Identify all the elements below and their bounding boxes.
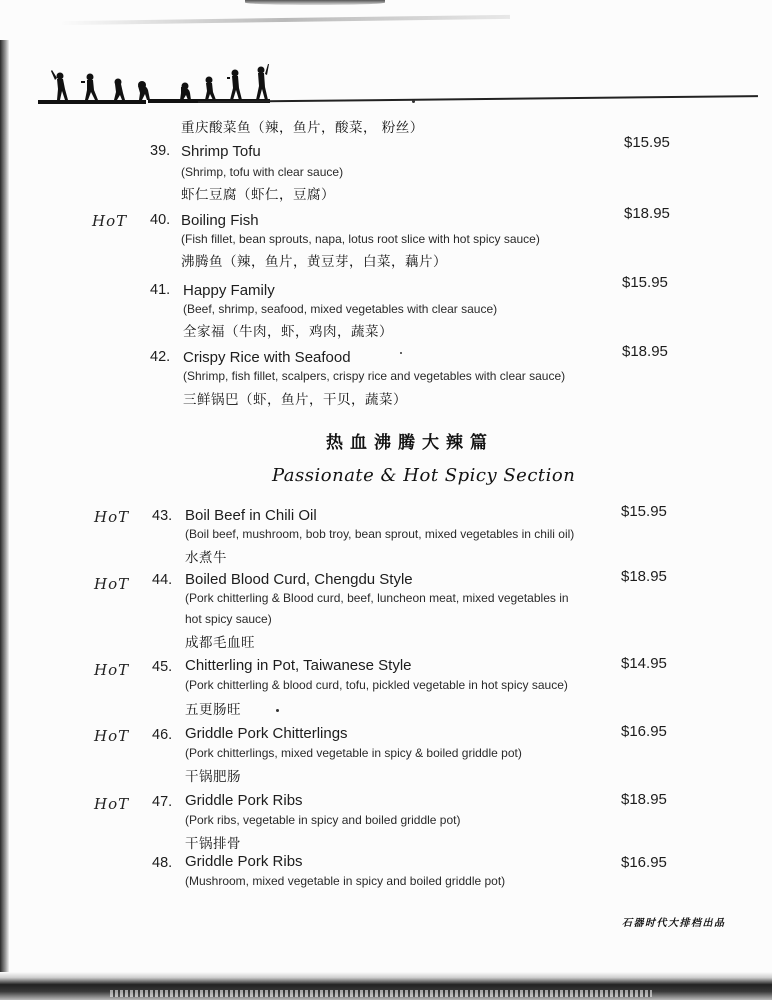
item-price: $15.95 xyxy=(621,503,667,520)
item-name: Happy Family xyxy=(183,282,275,299)
item-name: Boiling Fish xyxy=(181,212,259,229)
item-number: 43. xyxy=(152,508,173,524)
item-price: $16.95 xyxy=(621,854,667,871)
item-description: (Mushroom, mixed vegetable in spicy and boiled griddle pot) xyxy=(185,874,506,888)
item-description: (Pork chitterling & blood curd, tofu, pickled vegetable in hot spicy sauce) xyxy=(185,678,568,692)
scan-bottom-edge xyxy=(0,972,772,1000)
item-number: 41. xyxy=(150,282,171,298)
item-price: $18.95 xyxy=(621,791,667,808)
item-price: $18.95 xyxy=(622,343,668,360)
item-description: (Boil beef, mushroom, bob troy, bean sprout, mixed vegetables in chili oil) xyxy=(185,527,575,541)
hot-spicy-marker: HoT xyxy=(94,795,130,813)
footer-restaurant-signature: 石器时代大排档出品 xyxy=(622,918,726,929)
item-chinese-name: 水煮牛 xyxy=(185,550,227,566)
item-chinese-name: 五更肠旺 xyxy=(185,702,241,718)
item-name: Chitterling in Pot, Taiwanese Style xyxy=(185,657,412,674)
item-chinese-name: 成都毛血旺 xyxy=(185,635,255,651)
item-description-line-2: hot spicy sauce) xyxy=(185,612,272,626)
item-price: $18.95 xyxy=(621,568,667,585)
item-name: Boil Beef in Chili Oil xyxy=(185,507,317,524)
scan-speck xyxy=(412,100,415,103)
item-number: 46. xyxy=(152,727,173,743)
item-description: (Pork ribs, vegetable in spicy and boiled griddle pot) xyxy=(185,813,461,827)
item-name: Crispy Rice with Seafood xyxy=(183,349,351,366)
section-title-chinese: 热血沸腾大辣篇 xyxy=(326,433,494,453)
item-chinese-name: 干锅排骨 xyxy=(185,836,241,852)
item-price: $18.95 xyxy=(624,205,670,222)
scan-speck xyxy=(276,709,279,712)
item-name: Boiled Blood Curd, Chengdu Style xyxy=(185,571,413,588)
evolution-silhouettes-icon xyxy=(38,62,278,106)
item-description-line-1: (Pork chitterling & Blood curd, beef, luncheon meat, mixed vegetables in xyxy=(185,591,569,605)
item-description: (Beef, shrimp, seafood, mixed vegetables with clear sauce) xyxy=(183,302,498,316)
item-name: Griddle Pork Ribs xyxy=(185,853,303,870)
item-description: (Shrimp, fish fillet, scalpers, crispy rice and vegetables with clear sauce) xyxy=(183,369,566,383)
item-name: Griddle Pork Ribs xyxy=(185,792,303,809)
item-description: (Pork chitterlings, mixed vegetable in spicy & boiled griddle pot) xyxy=(185,746,522,760)
item-name: Shrimp Tofu xyxy=(181,143,261,160)
item-chinese-name: 干锅肥肠 xyxy=(185,769,241,785)
scan-speck xyxy=(400,352,402,354)
header-rule xyxy=(198,95,758,103)
item-number: 45. xyxy=(152,659,173,675)
item-number: 48. xyxy=(152,855,173,871)
item-price: $14.95 xyxy=(621,655,667,672)
item-description: (Fish fillet, bean sprouts, napa, lotus root slice with hot spicy sauce) xyxy=(181,232,540,246)
header-banner xyxy=(38,62,763,106)
item-name: Griddle Pork Chitterlings xyxy=(185,725,348,742)
hot-spicy-marker: HoT xyxy=(94,661,130,679)
hot-spicy-marker: HoT xyxy=(92,212,128,230)
scan-streak xyxy=(60,15,510,25)
carryover-chinese: 重庆酸菜鱼（辣，鱼片，酸菜， 粉丝） xyxy=(181,120,424,136)
item-chinese-name: 虾仁豆腐（虾仁，豆腐） xyxy=(181,187,335,203)
item-chinese-name: 全家福（牛肉，虾，鸡肉，蔬菜） xyxy=(183,324,393,340)
item-chinese-name: 沸腾鱼（辣，鱼片，黄豆芽，白菜，藕片） xyxy=(181,254,447,270)
item-number: 47. xyxy=(152,794,173,810)
item-number: 40. xyxy=(150,212,171,228)
item-description: (Shrimp, tofu with clear sauce) xyxy=(181,165,344,179)
item-number: 39. xyxy=(150,143,171,159)
hot-spicy-marker: HoT xyxy=(94,727,130,745)
section-title-english: Passionate & Hot Spicy Section xyxy=(272,465,576,486)
item-number: 44. xyxy=(152,572,173,588)
item-price: $16.95 xyxy=(621,723,667,740)
scan-top-shadow xyxy=(245,0,385,5)
hot-spicy-marker: HoT xyxy=(94,508,130,526)
scan-edge-shadow xyxy=(0,40,9,1000)
hot-spicy-marker: HoT xyxy=(94,575,130,593)
item-chinese-name: 三鲜锅巴（虾，鱼片，干贝，蔬菜） xyxy=(183,392,407,408)
item-number: 42. xyxy=(150,349,171,365)
item-price: $15.95 xyxy=(622,274,668,291)
item-price: $15.95 xyxy=(624,134,670,151)
